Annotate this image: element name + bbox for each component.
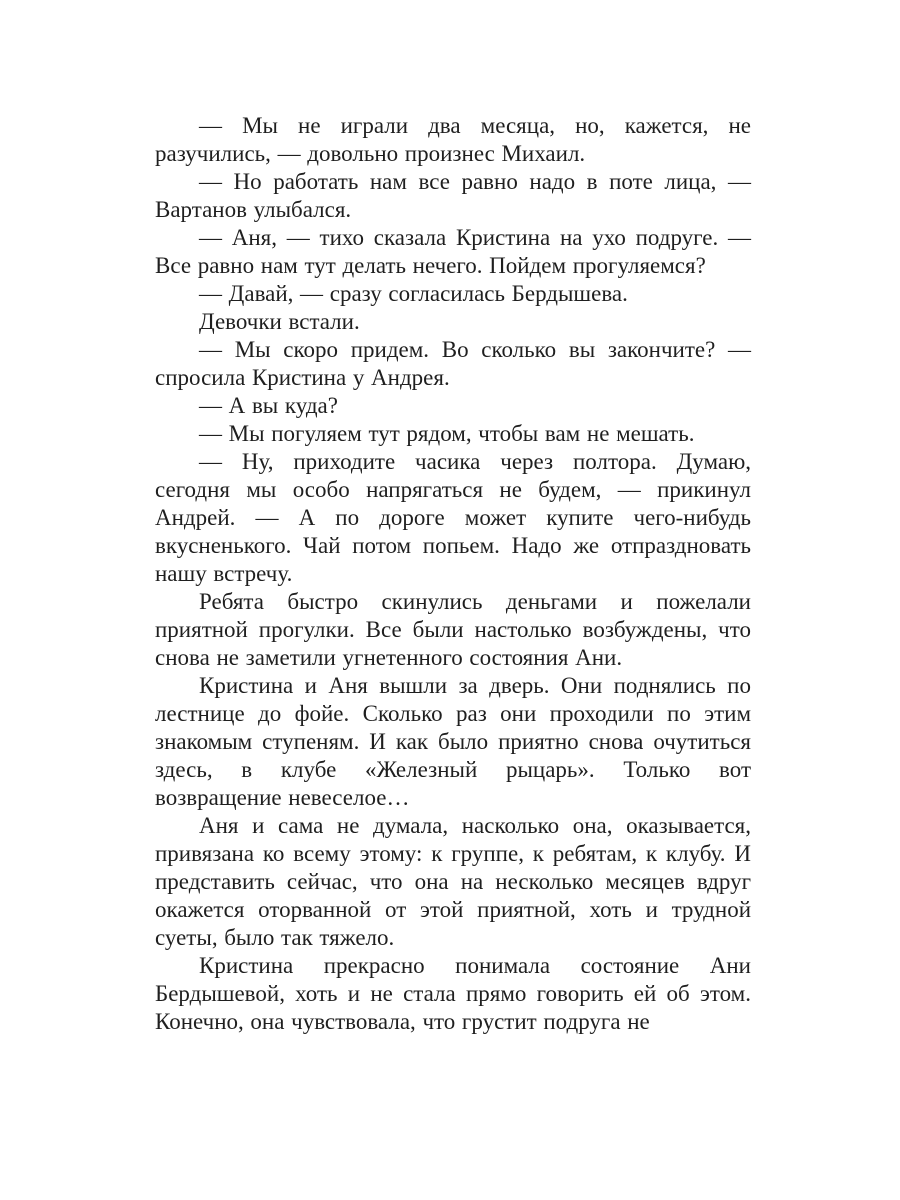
- paragraph: — А вы куда?: [199, 393, 338, 418]
- paragraph: — Давай, — сразу согласилась Бердышева.: [199, 281, 628, 306]
- paragraph: Кристина и Аня вышли за дверь. Они поднялись по лестнице до фойе. Сколько раз они проходили по этим знакомым ступеням. И как было приятно снова очутиться здесь, в клубе «Железный рыцарь». Только вот возвращение невеселое…: [155, 673, 751, 810]
- paragraph: — Мы скоро придем. Во сколько вы закончите? — спросила Кристина у Андрея.: [155, 337, 751, 390]
- paragraph: — Мы погуляем тут рядом, чтобы вам не мешать.: [199, 421, 695, 446]
- paragraph: — Но работать нам все равно надо в поте лица, — Вартанов улыбался.: [155, 169, 751, 222]
- page-text: [155, 112, 751, 1036]
- paragraph: Девочки встали.: [199, 309, 360, 334]
- paragraph: Кристина прекрасно понимала состояние Ани Бердышевой, хоть и не стала прямо говорить ей об этом. Конечно, она чувствовала, что грустит подруга не: [155, 953, 751, 1034]
- paragraph: — Ну, приходите часика через полтора. Думаю, сегодня мы особо напрягаться не будем, — прикинул Андрей. — А по дороге может купите чего-нибудь вкусненького. Чай потом попьем. Надо же отпраздновать нашу встречу.: [155, 449, 751, 586]
- paragraph: — Аня, — тихо сказала Кристина на ухо подруге. — Все равно нам тут делать нечего. Пойдем прогуляемся?: [155, 225, 751, 278]
- paragraph: — Мы не играли два месяца, но, кажется, не разучились, — довольно произнес Михаил.: [155, 113, 751, 166]
- paragraph: Аня и сама не думала, насколько она, оказывается, привязана ко всему этому: к группе, к ребятам, к клубу. И представить сейчас, что она на несколько месяцев вдруг окажется оторванной от этой приятной, хоть и трудной суеты, было так тяжело.: [155, 813, 751, 950]
- paragraph: Ребята быстро скинулись деньгами и пожелали приятной прогулки. Все были настолько возбуждены, что снова не заметили угнетенного состояния Ани.: [155, 589, 751, 670]
